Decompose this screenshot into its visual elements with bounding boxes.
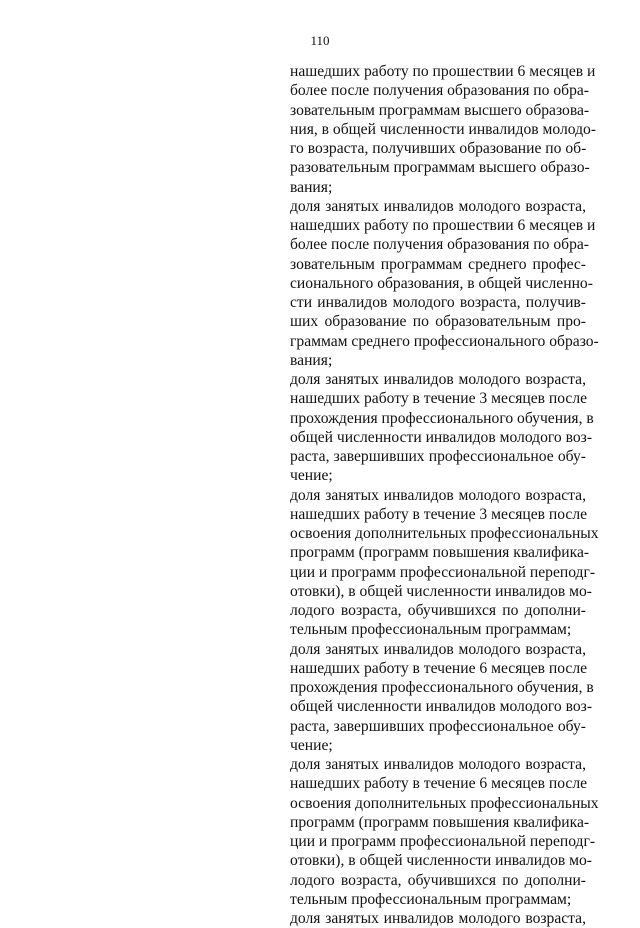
text-line: нашедших работу в течение 3 месяцев после (290, 390, 588, 408)
text-line: ции и программ профессиональной переподг- (290, 833, 596, 850)
text-line: прохождения профессионального обучения, в (290, 679, 594, 696)
text-line: нашедших работу в течение 6 месяцев после (290, 775, 588, 793)
text-line: разовательным программам высшего образо- (290, 159, 590, 177)
text-line: лодого возраста, обучившихся по дополни- (290, 871, 586, 889)
page-number: 110 (310, 33, 330, 48)
text-line: отовки), в общей численности инвалидов мо- (290, 852, 592, 870)
text-line: освоения дополнительных профессиональных (290, 525, 599, 542)
text-line: ции и программ профессиональной переподг- (290, 563, 596, 581)
text-line: нашедших работу по прошествии 6 месяцев и (290, 63, 596, 80)
text-line: вания; (290, 178, 333, 196)
text-line: ния, в общей численности инвалидов молодо- (290, 120, 597, 138)
text-line: доля занятых инвалидов молодого возраста, (290, 640, 586, 658)
text-line: нашедших работу в течение 3 месяцев после (290, 505, 588, 523)
text-line: нашедших работу по прошествии 6 месяцев и (290, 217, 596, 234)
text-line: чение; (290, 467, 333, 485)
text-line: программ (программ повышения квалифика- (290, 544, 590, 562)
text-line: более после получения образования по обра- (290, 82, 589, 100)
text-line: общей численности инвалидов молодого воз- (290, 698, 593, 716)
text-line: раста, завершивших профессиональное обу- (290, 448, 586, 465)
text-line: вания; (290, 351, 333, 369)
text-line: доля занятых инвалидов молодого возраста, (290, 910, 586, 927)
text-line: общей численности инвалидов молодого воз- (290, 428, 593, 446)
text-line: отовки), в общей численности инвалидов мо- (290, 582, 592, 600)
text-line: тельным профессиональным программам; (290, 890, 572, 908)
text-line: более после получения образования по обра- (290, 236, 589, 254)
text-line: нашедших работу в течение 6 месяцев после (290, 659, 588, 677)
text-line: тельным профессиональным программам; (290, 621, 572, 639)
text-line: доля занятых инвалидов молодого возраста, (290, 197, 586, 215)
text-line: доля занятых инвалидов молодого возраста, (290, 486, 586, 504)
text-line: доля занятых инвалидов молодого возраста, (290, 371, 586, 388)
text-line: сионального образования, в общей численно- (290, 274, 593, 292)
text-line: го возраста, получивших образование по об- (290, 140, 587, 157)
text-line: доля занятых инвалидов молодого возраста, (290, 756, 586, 773)
text-line: ших образование по образовательным про- (290, 313, 586, 331)
text-line: раста, завершивших профессиональное обу- (290, 717, 586, 735)
text-line: освоения дополнительных профессиональных (290, 794, 599, 812)
text-line: прохождения профессионального обучения, в (290, 409, 594, 427)
text-line: сти инвалидов молодого возраста, получив- (290, 294, 586, 311)
document-text-column (290, 62, 599, 928)
text-line: зовательным программам среднего профес- (290, 255, 586, 273)
text-line: программ (программ повышения квалифика- (290, 813, 590, 831)
text-line: зовательным программам высшего образова- (290, 101, 590, 119)
text-line: чение; (290, 736, 333, 754)
text-line: граммам среднего профессионального образо- (290, 332, 599, 350)
text-line: лодого возраста, обучившихся по дополни- (290, 602, 586, 619)
